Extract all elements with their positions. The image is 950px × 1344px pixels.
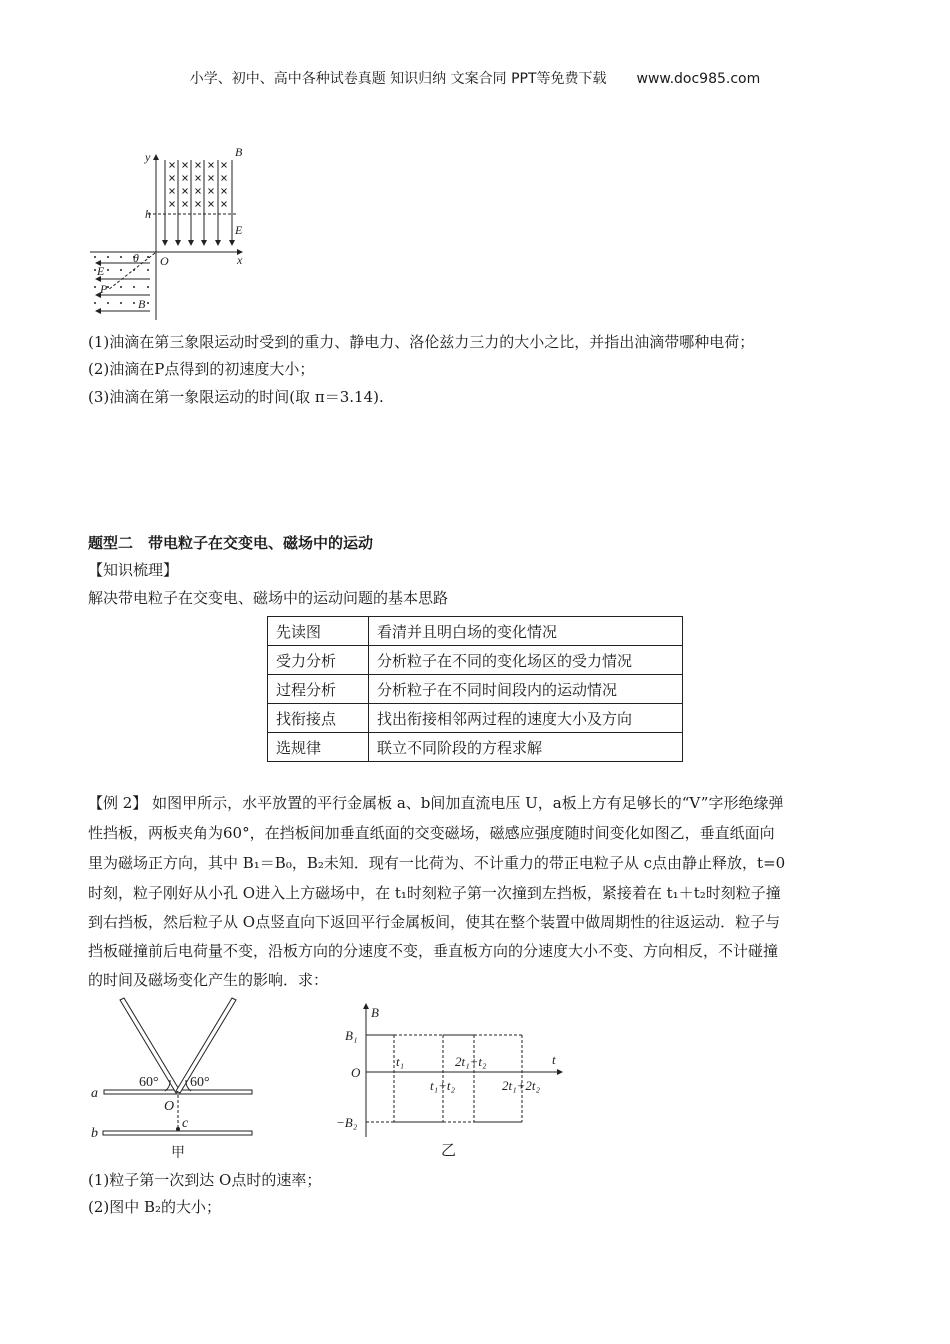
- table-cell-step: 找衔接点: [268, 704, 369, 733]
- cross-mark: [196, 176, 201, 181]
- question-1-2: (2)油滴在P点得到的初速度大小；: [88, 360, 315, 378]
- caption-yi: 乙: [441, 1143, 457, 1159]
- table-cell-step: 先读图: [268, 617, 369, 646]
- label-O-jia: O: [164, 1099, 175, 1114]
- label-P: P: [100, 282, 108, 296]
- cross-mark: [183, 202, 188, 207]
- table-cell-desc: 分析粒子在不同的变化场区的受力情况: [369, 646, 683, 675]
- table-row: [268, 704, 683, 733]
- cross-mark: [209, 189, 214, 194]
- example-line: 性挡板，两板夹角为60°，在挡板间加垂直纸面的交变磁场，磁感应强度随时间变化如图乙，垂直纸面向: [88, 824, 775, 842]
- question-2-2: (2)图中 B₂的大小；: [88, 1198, 222, 1216]
- cross-mark: [209, 202, 214, 207]
- example-line: 挡板碰撞前后电荷量不变，沿板方向的分速度不变，垂直板方向的分速度大小不变、方向相反，不计碰撞: [88, 942, 779, 960]
- label-2t1-2t2: 2t₁+2t₂: [502, 1078, 541, 1093]
- label-B-axis: B: [371, 1005, 379, 1020]
- table-row: [268, 617, 683, 646]
- label-2t1-t2: 2t₁+t₂: [455, 1054, 487, 1069]
- label-B-top: B: [235, 145, 243, 159]
- label-h: h: [145, 207, 151, 221]
- table-row: [268, 646, 683, 675]
- label-c: c: [182, 1116, 189, 1131]
- cross-mark: [222, 163, 227, 168]
- label-O: O: [160, 254, 169, 268]
- header-text: 小学、初中、高中各种试卷真题 知识归纳 文案合同 PPT等免费下载: [189, 71, 607, 87]
- question-2-1: (1)粒子第一次到达 O点时的速率；: [88, 1171, 322, 1189]
- label-E-left: E: [97, 264, 105, 278]
- figure-jia: [103, 998, 252, 1135]
- label-60-left: 60°: [139, 1075, 159, 1090]
- table-cell-desc: 分析粒子在不同时间段内的运动情况: [369, 675, 683, 704]
- label-t1: t₁: [396, 1054, 405, 1069]
- example-line: 的时间及磁场变化产生的影响．求：: [88, 971, 329, 989]
- cross-mark: [209, 163, 214, 168]
- label-60-right: 60°: [190, 1075, 210, 1090]
- cross-mark: [196, 189, 201, 194]
- header-url[interactable]: www.doc985.com: [636, 71, 761, 87]
- table-cell-desc: 看清并且明白场的变化情况: [369, 617, 683, 646]
- cross-mark: [222, 176, 227, 181]
- cross-mark: [196, 202, 201, 207]
- section-subtitle: 【知识梳理】: [88, 561, 179, 579]
- table-row: [268, 733, 683, 762]
- cross-mark: [183, 176, 188, 181]
- cross-mark: [196, 163, 201, 168]
- table-cell-step: 过程分析: [268, 675, 369, 704]
- label-b: b: [91, 1126, 98, 1141]
- label-B1: B₁: [345, 1028, 358, 1043]
- caption-jia: 甲: [171, 1146, 185, 1161]
- label-t1-t2: t₁+t₂: [430, 1078, 456, 1093]
- table-cell-desc: 找出衔接相邻两过程的速度大小及方向: [369, 704, 683, 733]
- table-cell-desc: 联立不同阶段的方程求解: [369, 733, 683, 762]
- label-x: x: [237, 253, 243, 267]
- example-line: 里为磁场正方向，其中 B₁＝B₀，B₂未知．现有一比荷为、不计重力的带正电粒子从 c点由静止释放，t=0: [88, 854, 786, 872]
- method-table: [267, 616, 683, 762]
- section-intro: 解决带电粒子在交变电、磁场中的运动问题的基本思路: [88, 589, 449, 607]
- example-line: 【例 2】 如图甲所示，水平放置的平行金属板 a、b间加直流电压 U，a板上方有足够长的“V”字形绝缘弹: [88, 794, 784, 812]
- example-line: 时刻，粒子刚好从小孔 O进入上方磁场中，在 t₁时刻粒子第一次撞到左挡板，紧接着在 t₁＋t₂时刻粒子撞: [88, 884, 781, 902]
- section-title: 题型二 带电粒子在交变电、磁场中的运动: [88, 534, 374, 552]
- label-neg-B2: −B₂: [336, 1115, 358, 1130]
- cross-mark: [222, 202, 227, 207]
- label-t: t: [552, 1052, 556, 1067]
- cross-mark: [170, 163, 175, 168]
- cross-mark: [170, 189, 175, 194]
- label-theta: θ: [133, 251, 139, 265]
- label-a: a: [91, 1086, 98, 1101]
- label-E-right: E: [235, 223, 243, 237]
- cross-mark: [222, 189, 227, 194]
- question-1-3: (3)油滴在第一象限运动的时间(取 π＝3.14).: [88, 388, 384, 406]
- label-B-bottom: B: [138, 297, 146, 311]
- table-row: [268, 675, 683, 704]
- cross-mark: [170, 202, 175, 207]
- cross-mark: [183, 189, 188, 194]
- example-line: 到右挡板，然后粒子从 O点竖直向下返回平行金属板间，使其在整个装置中做周期性的往返运动．粒子与: [88, 913, 781, 931]
- cross-mark: [209, 176, 214, 181]
- cross-mark: [183, 163, 188, 168]
- table-cell-step: 选规律: [268, 733, 369, 762]
- cross-mark: [170, 176, 175, 181]
- table-cell-step: 受力分析: [268, 646, 369, 675]
- label-y: y: [145, 150, 151, 164]
- question-1-1: (1)油滴在第三象限运动时受到的重力、静电力、洛伦兹力三力的大小之比，并指出油滴带哪种电荷；: [88, 333, 755, 351]
- figure-yi: [366, 1004, 562, 1137]
- label-O-yi: O: [351, 1065, 361, 1080]
